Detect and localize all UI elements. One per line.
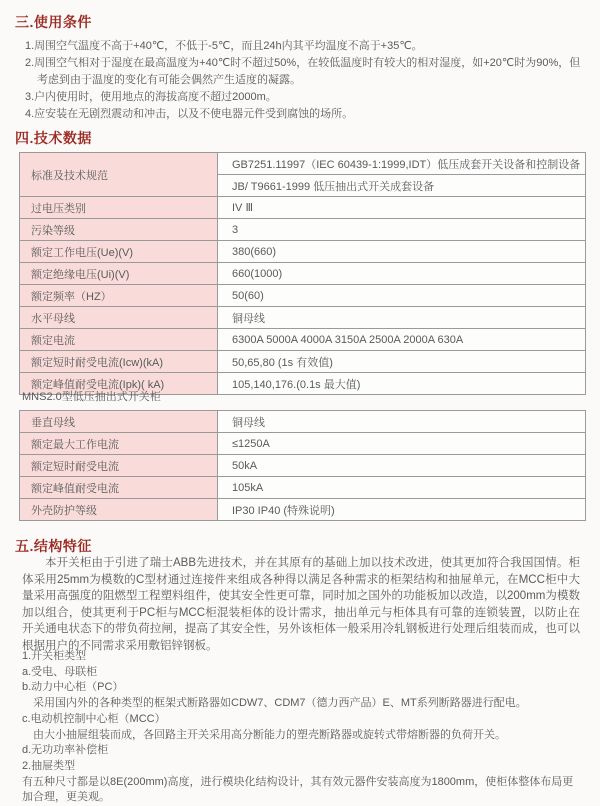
table-row: [20, 197, 586, 219]
row-value: 50,65,80 (1s 有效值): [218, 351, 586, 373]
structure-paragraph: 本开关柜由于引进了瑞士ABB先进技术，并在其原有的基础上加以技术改进，使其更加符合我国国情。柜体采用25mm为模数的C型材通过连接件来组成各种得以满足各种需求的柜架结构和抽屉单元，在MCC柜中大量采用高强度的阻燃型工程塑料组件，使其安全性更可靠，同时加之国外的功能板加以改造，以200mm为模数加以组合，使其更利于PC柜与MCC柜混装柜体的设计需求，抽出单元与柜体具有可靠的连锁装置，以防止在开关通电状态下的带负荷拉闸，提高了其安全性，另外该柜体一般采用冷轧钢板进行处理后组装而成，也可以根据用户的不同需求采用敷铝锌钢板。: [22, 557, 580, 652]
usage-condition-item: 4.应安装在无剧烈震动和冲击，以及不使电器元件受到腐蚀的场所。: [25, 108, 354, 120]
table-row: [20, 351, 586, 373]
row-value-standard-jb: JB/ T9661-1999 低压抽出式开关成套设备: [218, 175, 586, 197]
list-line: 由大小抽屉组装而成，各回路主开关采用高分断能力的塑壳断路器或旋转式带熔断器的负荷开关。: [33, 728, 506, 741]
row-label: 额定短时耐受电流(Icw)(kA): [20, 351, 218, 373]
table-row: [20, 477, 586, 499]
usage-conditions-list: [25, 38, 582, 123]
row-value: IV Ⅲ: [218, 197, 586, 219]
list-line: a.受电、母联柜: [22, 665, 98, 678]
row-label-standards: 标准及技术规范: [20, 153, 218, 197]
row-label: 额定频率（HZ）: [20, 285, 218, 307]
row-label: 水平母线: [20, 307, 218, 329]
table-row: [20, 241, 586, 263]
row-value: 380(660): [218, 241, 586, 263]
list-line: c.电动机控制中心柜（MCC）: [22, 712, 166, 725]
table-row: [20, 329, 586, 351]
row-value: 铜母线: [218, 307, 586, 329]
row-label: 额定工作电压(Ue)(V): [20, 241, 218, 263]
row-value: IP30 IP40 (特殊说明): [218, 499, 586, 521]
table-row: [20, 285, 586, 307]
row-value: 660(1000): [218, 263, 586, 285]
table-row: [20, 455, 586, 477]
row-label: 额定电流: [20, 329, 218, 351]
list-line: 有五种尺寸都是以8E(200mm)高度，进行模块化结构设计，其有效元器件安装高度为1800mm，使柜体整体布局更加合理，更美观。: [22, 775, 574, 804]
section-title-technical-data: 四.技术数据: [15, 130, 92, 146]
table-row: [20, 153, 586, 175]
row-value: 105kA: [218, 477, 586, 499]
table-row: [20, 433, 586, 455]
row-value: 50kA: [218, 455, 586, 477]
list-line: d.无功功率补偿柜: [22, 744, 109, 757]
usage-condition-item: 2.周围空气相对于湿度在最高温度为+40℃时不超过50%，在较低温度时有较大的相对湿度，如+20℃时为90%，但考虑到由于温度的变化有可能会偶然产生适度的凝露。: [25, 57, 581, 86]
row-value: ≤1250A: [218, 433, 586, 455]
row-label: 额定最大工作电流: [20, 433, 218, 455]
row-value: 50(60): [218, 285, 586, 307]
list-line: 采用国内外的各种类型的框架式断路器如CDW7、CDM7（德力西产品）E、MT系列断路器进行配电。: [33, 697, 527, 710]
row-value: 铜母线: [218, 411, 586, 433]
row-value: 3: [218, 219, 586, 241]
row-label: 额定绝缘电压(Ui)(V): [20, 263, 218, 285]
switchgear-type-list: [22, 649, 582, 806]
row-value-standard-gb: GB7251.11997（IEC 60439-1:1999,IDT）低压成套开关设备和控制设备: [218, 153, 586, 175]
table-row: [20, 307, 586, 329]
table-row: [20, 263, 586, 285]
row-value: 6300A 5000A 4000A 3150A 2500A 2000A 630A: [218, 329, 586, 351]
row-value: 105,140,176.(0.1s 最大值): [218, 373, 586, 395]
technical-data-table: [19, 152, 586, 395]
mns-data-table: [19, 410, 586, 521]
row-label: 垂直母线: [20, 411, 218, 433]
row-label: 额定短时耐受电流: [20, 455, 218, 477]
row-label: 额定峰值耐受电流: [20, 477, 218, 499]
section-title-usage-conditions: 三.使用条件: [15, 14, 92, 30]
usage-condition-item: 3.户内使用时，使用地点的海拔高度不超过2000m。: [25, 91, 277, 103]
list-line: 2.抽屉类型: [22, 759, 76, 772]
table-row: [20, 411, 586, 433]
usage-condition-item: 1.周围空气温度不高于+40℃，不低于-5℃，而且24h内其平均温度不高于+35℃。: [25, 40, 423, 52]
section-title-structure-features: 五.结构特征: [15, 538, 92, 554]
table-row: [20, 219, 586, 241]
row-label: 过电压类别: [20, 197, 218, 219]
row-label: 额定峰值耐受电流(Ipk)( kA): [20, 373, 218, 395]
mns-subtable-title: MNS2.0型低压抽出式开关柜: [22, 391, 161, 403]
list-line: 1.开关柜类型: [22, 650, 87, 662]
row-label: 污染等级: [20, 219, 218, 241]
row-label: 外壳防护等级: [20, 499, 218, 521]
list-line: b.动力中心柜（PC）: [22, 681, 124, 694]
table-row: [20, 499, 586, 521]
